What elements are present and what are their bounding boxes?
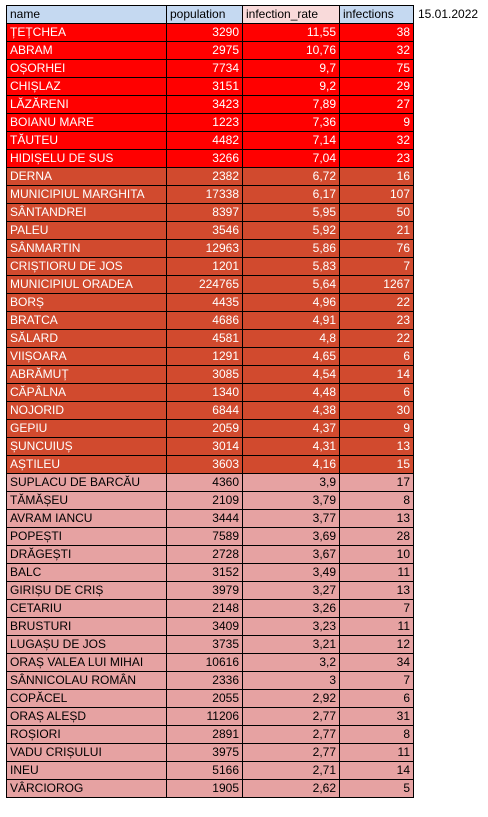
- cell-population[interactable]: 1340: [167, 384, 243, 402]
- cell-population[interactable]: 10616: [167, 654, 243, 672]
- cell-infections[interactable]: 9: [340, 114, 414, 132]
- cell-population[interactable]: 4435: [167, 294, 243, 312]
- cell-infection-rate[interactable]: 5,64: [243, 276, 340, 294]
- table-row: [7, 258, 414, 276]
- table-row: [7, 60, 414, 78]
- cell-infections[interactable]: 14: [340, 762, 414, 780]
- cell-name[interactable]: SUPLACU DE BARCĂU: [7, 474, 167, 492]
- cell-infection-rate[interactable]: 6,17: [243, 186, 340, 204]
- cell-name[interactable]: ORAȘ ALEȘD: [7, 708, 167, 726]
- cell-infections[interactable]: 15: [340, 456, 414, 474]
- cell-infection-rate[interactable]: 2,71: [243, 762, 340, 780]
- cell-name[interactable]: ABRĂMUȚ: [7, 366, 167, 384]
- table-row: [7, 420, 414, 438]
- table-row: [7, 240, 414, 258]
- cell-infections[interactable]: 107: [340, 186, 414, 204]
- table-row: [7, 204, 414, 222]
- cell-name[interactable]: SÂNTANDREI: [7, 204, 167, 222]
- cell-name[interactable]: AȘTILEU: [7, 456, 167, 474]
- cell-infection-rate[interactable]: 4,8: [243, 330, 340, 348]
- cell-name[interactable]: POPEȘTI: [7, 528, 167, 546]
- header-infections[interactable]: infections: [340, 6, 414, 24]
- cell-infection-rate[interactable]: 3,49: [243, 564, 340, 582]
- table-row: [7, 744, 414, 762]
- cell-infection-rate[interactable]: 2,92: [243, 690, 340, 708]
- cell-infection-rate[interactable]: 5,92: [243, 222, 340, 240]
- cell-infections[interactable]: 32: [340, 132, 414, 150]
- table-row: [7, 618, 414, 636]
- cell-population[interactable]: 3735: [167, 636, 243, 654]
- cell-population[interactable]: 12963: [167, 240, 243, 258]
- cell-infection-rate[interactable]: 3,77: [243, 510, 340, 528]
- table-row: [7, 132, 414, 150]
- table-row: [7, 222, 414, 240]
- cell-name[interactable]: LUGAȘU DE JOS: [7, 636, 167, 654]
- cell-population[interactable]: 1201: [167, 258, 243, 276]
- cell-name[interactable]: GIRIȘU DE CRIȘ: [7, 582, 167, 600]
- cell-population[interactable]: 2891: [167, 726, 243, 744]
- cell-infections[interactable]: 32: [340, 42, 414, 60]
- cell-infections[interactable]: 30: [340, 402, 414, 420]
- cell-infection-rate[interactable]: 2,62: [243, 780, 340, 798]
- cell-name[interactable]: BALC: [7, 564, 167, 582]
- cell-name[interactable]: LĂZĂRENI: [7, 96, 167, 114]
- cell-infection-rate[interactable]: 9,2: [243, 78, 340, 96]
- cell-infections[interactable]: 21: [340, 222, 414, 240]
- cell-population[interactable]: 4360: [167, 474, 243, 492]
- table-row: [7, 690, 414, 708]
- cell-population[interactable]: 2336: [167, 672, 243, 690]
- table-row: [7, 294, 414, 312]
- cell-infection-rate[interactable]: 9,7: [243, 60, 340, 78]
- header-infection-rate[interactable]: infection_rate: [243, 6, 340, 24]
- cell-name[interactable]: ȚEȚCHEA: [7, 24, 167, 42]
- cell-infection-rate[interactable]: 5,83: [243, 258, 340, 276]
- cell-population[interactable]: 3085: [167, 366, 243, 384]
- cell-population[interactable]: 3014: [167, 438, 243, 456]
- cell-infection-rate[interactable]: 3,69: [243, 528, 340, 546]
- cell-infection-rate[interactable]: 3,27: [243, 582, 340, 600]
- cell-infections[interactable]: 9: [340, 420, 414, 438]
- table-row: [7, 762, 414, 780]
- table-row: [7, 366, 414, 384]
- table-row: [7, 492, 414, 510]
- cell-infections[interactable]: 6: [340, 690, 414, 708]
- cell-name[interactable]: INEU: [7, 762, 167, 780]
- cell-infection-rate[interactable]: 4,48: [243, 384, 340, 402]
- cell-name[interactable]: SÂNMARTIN: [7, 240, 167, 258]
- cell-population[interactable]: 3979: [167, 582, 243, 600]
- cell-population[interactable]: 3409: [167, 618, 243, 636]
- cell-population[interactable]: 3423: [167, 96, 243, 114]
- cell-infections[interactable]: 11: [340, 618, 414, 636]
- cell-infections[interactable]: 29: [340, 78, 414, 96]
- cell-infections[interactable]: 16: [340, 168, 414, 186]
- cell-infection-rate[interactable]: 3,26: [243, 600, 340, 618]
- cell-infection-rate[interactable]: 3,9: [243, 474, 340, 492]
- cell-name[interactable]: CRIȘTIORU DE JOS: [7, 258, 167, 276]
- cell-population[interactable]: 6844: [167, 402, 243, 420]
- cell-population[interactable]: 1223: [167, 114, 243, 132]
- cell-name[interactable]: CETARIU: [7, 600, 167, 618]
- cell-name[interactable]: BRATCA: [7, 312, 167, 330]
- table-row: [7, 528, 414, 546]
- cell-population[interactable]: 224765: [167, 276, 243, 294]
- cell-infections[interactable]: 13: [340, 510, 414, 528]
- table-row: [7, 78, 414, 96]
- cell-infection-rate[interactable]: 4,96: [243, 294, 340, 312]
- cell-population[interactable]: 3444: [167, 510, 243, 528]
- cell-population[interactable]: 1905: [167, 780, 243, 798]
- cell-population[interactable]: 2109: [167, 492, 243, 510]
- cell-name[interactable]: ROȘIORI: [7, 726, 167, 744]
- cell-population[interactable]: 3152: [167, 564, 243, 582]
- cell-name[interactable]: ABRAM: [7, 42, 167, 60]
- table-row: [7, 654, 414, 672]
- cell-infections[interactable]: 1267: [340, 276, 414, 294]
- cell-infections[interactable]: 76: [340, 240, 414, 258]
- table-row: [7, 96, 414, 114]
- cell-name[interactable]: HIDIȘELU DE SUS: [7, 150, 167, 168]
- cell-infection-rate[interactable]: 4,91: [243, 312, 340, 330]
- cell-infections[interactable]: 5: [340, 780, 414, 798]
- cell-name[interactable]: OȘORHEI: [7, 60, 167, 78]
- header-row: [7, 6, 414, 24]
- cell-population[interactable]: 4482: [167, 132, 243, 150]
- table-row: [7, 438, 414, 456]
- cell-name[interactable]: BOIANU MARE: [7, 114, 167, 132]
- cell-infections[interactable]: 7: [340, 672, 414, 690]
- cell-population[interactable]: 1291: [167, 348, 243, 366]
- cell-name[interactable]: VADU CRIȘULUI: [7, 744, 167, 762]
- cell-infection-rate[interactable]: 4,54: [243, 366, 340, 384]
- cell-infections[interactable]: 22: [340, 294, 414, 312]
- cell-population[interactable]: 2059: [167, 420, 243, 438]
- cell-name[interactable]: TĂMĂȘEU: [7, 492, 167, 510]
- header-name[interactable]: name: [7, 6, 167, 24]
- table-row: [7, 384, 414, 402]
- cell-infection-rate[interactable]: 4,38: [243, 402, 340, 420]
- cell-infections[interactable]: 7: [340, 600, 414, 618]
- table-row: [7, 42, 414, 60]
- table-row: [7, 150, 414, 168]
- cell-infection-rate[interactable]: 5,86: [243, 240, 340, 258]
- cell-population[interactable]: 7734: [167, 60, 243, 78]
- cell-name[interactable]: DERNA: [7, 168, 167, 186]
- cell-name[interactable]: PALEU: [7, 222, 167, 240]
- cell-name[interactable]: ȘUNCUIUȘ: [7, 438, 167, 456]
- cell-infection-rate[interactable]: 5,95: [243, 204, 340, 222]
- cell-population[interactable]: 2382: [167, 168, 243, 186]
- table-row: [7, 780, 414, 798]
- cell-infection-rate[interactable]: 4,37: [243, 420, 340, 438]
- cell-infection-rate[interactable]: 4,31: [243, 438, 340, 456]
- table-row: [7, 186, 414, 204]
- table-row: [7, 708, 414, 726]
- cell-population[interactable]: 3546: [167, 222, 243, 240]
- cell-infection-rate[interactable]: 2,77: [243, 744, 340, 762]
- header-population[interactable]: population: [167, 6, 243, 24]
- cell-population[interactable]: 2728: [167, 546, 243, 564]
- report-date: 15.01.2022: [418, 7, 479, 21]
- cell-infections[interactable]: 27: [340, 96, 414, 114]
- cell-infections[interactable]: 75: [340, 60, 414, 78]
- cell-infections[interactable]: 7: [340, 258, 414, 276]
- cell-name[interactable]: MUNICIPIUL ORADEA: [7, 276, 167, 294]
- cell-infections[interactable]: 34: [340, 654, 414, 672]
- cell-name[interactable]: MUNICIPIUL MARGHITA: [7, 186, 167, 204]
- cell-population[interactable]: 3603: [167, 456, 243, 474]
- cell-infection-rate[interactable]: 3,23: [243, 618, 340, 636]
- cell-infections[interactable]: 10: [340, 546, 414, 564]
- table-row: [7, 456, 414, 474]
- cell-infections[interactable]: 8: [340, 726, 414, 744]
- cell-name[interactable]: COPĂCEL: [7, 690, 167, 708]
- cell-infections[interactable]: 11: [340, 564, 414, 582]
- data-table: [6, 5, 414, 798]
- cell-population[interactable]: 3290: [167, 24, 243, 42]
- cell-infections[interactable]: 13: [340, 582, 414, 600]
- cell-infections[interactable]: 6: [340, 384, 414, 402]
- cell-name[interactable]: GEPIU: [7, 420, 167, 438]
- cell-population[interactable]: 3151: [167, 78, 243, 96]
- cell-infection-rate[interactable]: 10,76: [243, 42, 340, 60]
- cell-name[interactable]: VÂRCIOROG: [7, 780, 167, 798]
- cell-infections[interactable]: 50: [340, 204, 414, 222]
- cell-name[interactable]: AVRAM IANCU: [7, 510, 167, 528]
- cell-name[interactable]: BRUSTURI: [7, 618, 167, 636]
- cell-infections[interactable]: 23: [340, 312, 414, 330]
- cell-infection-rate[interactable]: 2,77: [243, 726, 340, 744]
- cell-population[interactable]: 4581: [167, 330, 243, 348]
- table-row: [7, 600, 414, 618]
- cell-population[interactable]: 11206: [167, 708, 243, 726]
- cell-infection-rate[interactable]: 11,55: [243, 24, 340, 42]
- cell-infections[interactable]: 14: [340, 366, 414, 384]
- table-row: [7, 564, 414, 582]
- cell-infection-rate[interactable]: 4,16: [243, 456, 340, 474]
- table-row: [7, 510, 414, 528]
- cell-infection-rate[interactable]: 4,65: [243, 348, 340, 366]
- table-row: [7, 474, 414, 492]
- table-row: [7, 582, 414, 600]
- cell-name[interactable]: BORȘ: [7, 294, 167, 312]
- table-row: [7, 114, 414, 132]
- table-row: [7, 636, 414, 654]
- table-row: [7, 330, 414, 348]
- cell-name[interactable]: TĂUTEU: [7, 132, 167, 150]
- cell-name[interactable]: CĂPÂLNA: [7, 384, 167, 402]
- cell-infection-rate[interactable]: 3,2: [243, 654, 340, 672]
- cell-name[interactable]: SÂNNICOLAU ROMÂN: [7, 672, 167, 690]
- table-row: [7, 546, 414, 564]
- cell-infection-rate[interactable]: 7,36: [243, 114, 340, 132]
- cell-infection-rate[interactable]: 3,79: [243, 492, 340, 510]
- table-row: [7, 276, 414, 294]
- cell-infections[interactable]: 22: [340, 330, 414, 348]
- cell-population[interactable]: 17338: [167, 186, 243, 204]
- cell-infections[interactable]: 28: [340, 528, 414, 546]
- cell-infection-rate[interactable]: 7,04: [243, 150, 340, 168]
- cell-population[interactable]: 8397: [167, 204, 243, 222]
- cell-name[interactable]: VIIȘOARA: [7, 348, 167, 366]
- cell-population[interactable]: 5166: [167, 762, 243, 780]
- cell-name[interactable]: NOJORID: [7, 402, 167, 420]
- cell-infection-rate[interactable]: 3: [243, 672, 340, 690]
- cell-name[interactable]: ORAȘ VALEA LUI MIHAI: [7, 654, 167, 672]
- table-row: [7, 672, 414, 690]
- table-row: [7, 312, 414, 330]
- cell-population[interactable]: 3266: [167, 150, 243, 168]
- cell-infection-rate[interactable]: 3,21: [243, 636, 340, 654]
- cell-infections[interactable]: 38: [340, 24, 414, 42]
- cell-infections[interactable]: 17: [340, 474, 414, 492]
- cell-name[interactable]: CHIȘLAZ: [7, 78, 167, 96]
- cell-infection-rate[interactable]: 6,72: [243, 168, 340, 186]
- cell-infections[interactable]: 31: [340, 708, 414, 726]
- cell-population[interactable]: 2148: [167, 600, 243, 618]
- cell-population[interactable]: 2055: [167, 690, 243, 708]
- table-row: [7, 348, 414, 366]
- table-row: [7, 168, 414, 186]
- cell-name[interactable]: DRĂGEȘTI: [7, 546, 167, 564]
- cell-infections[interactable]: 11: [340, 744, 414, 762]
- cell-infections[interactable]: 13: [340, 438, 414, 456]
- cell-infections[interactable]: 6: [340, 348, 414, 366]
- cell-infection-rate[interactable]: 7,89: [243, 96, 340, 114]
- cell-infections[interactable]: 12: [340, 636, 414, 654]
- cell-population[interactable]: 2975: [167, 42, 243, 60]
- cell-population[interactable]: 4686: [167, 312, 243, 330]
- cell-name[interactable]: SĂLARD: [7, 330, 167, 348]
- table-row: [7, 24, 414, 42]
- table-row: [7, 402, 414, 420]
- table-row: [7, 726, 414, 744]
- cell-infection-rate[interactable]: 3,67: [243, 546, 340, 564]
- cell-infection-rate[interactable]: 2,77: [243, 708, 340, 726]
- cell-infections[interactable]: 8: [340, 492, 414, 510]
- cell-population[interactable]: 7589: [167, 528, 243, 546]
- cell-infection-rate[interactable]: 7,14: [243, 132, 340, 150]
- cell-population[interactable]: 3975: [167, 744, 243, 762]
- cell-infections[interactable]: 23: [340, 150, 414, 168]
